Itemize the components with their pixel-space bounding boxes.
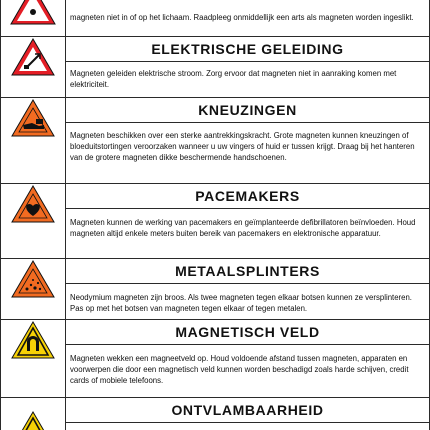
section-text: Magneten kunnen de werking van pacemakers en geïmplanteerde defibrillatoren beïnvloeden. Houd magneten altijd enkele meters buiten bereik van pacemakers en elektronische apparatuur. (70, 218, 416, 238)
section-text: Neodymium magneten zijn broos. Als twee magneten tegen elkaar botsen kunnen ze versplinteren. Pas op met het botsen van magneten tegen elkaar of tegen metalen. (70, 293, 412, 313)
section-row-swallowing (1, 0, 430, 37)
icon-cell (1, 0, 66, 37)
electricity-warning-icon (10, 37, 56, 77)
section-text: magneten niet in of op het lichaam. Raadpleeg onmiddellijk een arts als magneten worden ingeslikt. (70, 13, 414, 22)
flammability-warning-icon (10, 410, 56, 430)
section-title: KNEUZINGEN (66, 98, 429, 123)
section-row-pacemaker (1, 184, 430, 259)
section-title: ELEKTRISCHE GELEIDING (66, 37, 429, 62)
section-row-crushing (1, 98, 430, 184)
section-row-electric (1, 37, 430, 98)
pacemaker-warning-icon (10, 184, 56, 224)
section-content (66, 0, 430, 37)
icon-cell (1, 184, 66, 259)
section-text: Magneten geleiden elektrische stroom. Zorg ervoor dat magneten niet in aanraking komen met elektriciteit. (70, 69, 397, 89)
crushing-warning-icon (10, 98, 56, 138)
section-title: ONTVLAMBAARHEID (66, 398, 429, 423)
section-row-splinters (1, 259, 430, 320)
section-text: Magneten wekken een magneetveld op. Houd voldoende afstand tussen magneten, apparaten en voorwerpen die door een magnetisch veld kunnen worden beschadigd zoals harde schijven, credit cards of mobiele telefoons. (70, 354, 409, 385)
icon-cell (1, 98, 66, 184)
section-title: METAALSPLINTERS (66, 259, 429, 284)
section-title: MAGNETISCH VELD (66, 320, 429, 345)
section-content (66, 184, 430, 259)
section-content (66, 259, 430, 320)
section-row-magnetic-field (1, 320, 430, 398)
section-title: PACEMAKERS (66, 184, 429, 209)
icon-cell (1, 398, 66, 430)
section-content (66, 37, 430, 98)
icon-cell (1, 320, 66, 398)
section-text: Magneten beschikken over een sterke aantrekkingskracht. Grote magneten kunnen kneuzingen of bloeduitstortingen veroorzaken wanneer u uw vingers of huid er tussen krijgt. Draag bij het hanteren van de grotere magneten dikke beschermende handschoenen. (70, 131, 415, 162)
section-content (66, 98, 430, 184)
section-content (66, 398, 430, 430)
section-content (66, 320, 430, 398)
icon-cell (1, 37, 66, 98)
splinter-warning-icon (10, 259, 56, 299)
section-row-flammability (1, 398, 430, 430)
section-text (66, 423, 429, 430)
swallow-warning-icon (10, 0, 56, 26)
magnetic-field-warning-icon (10, 320, 56, 360)
icon-cell (1, 259, 66, 320)
